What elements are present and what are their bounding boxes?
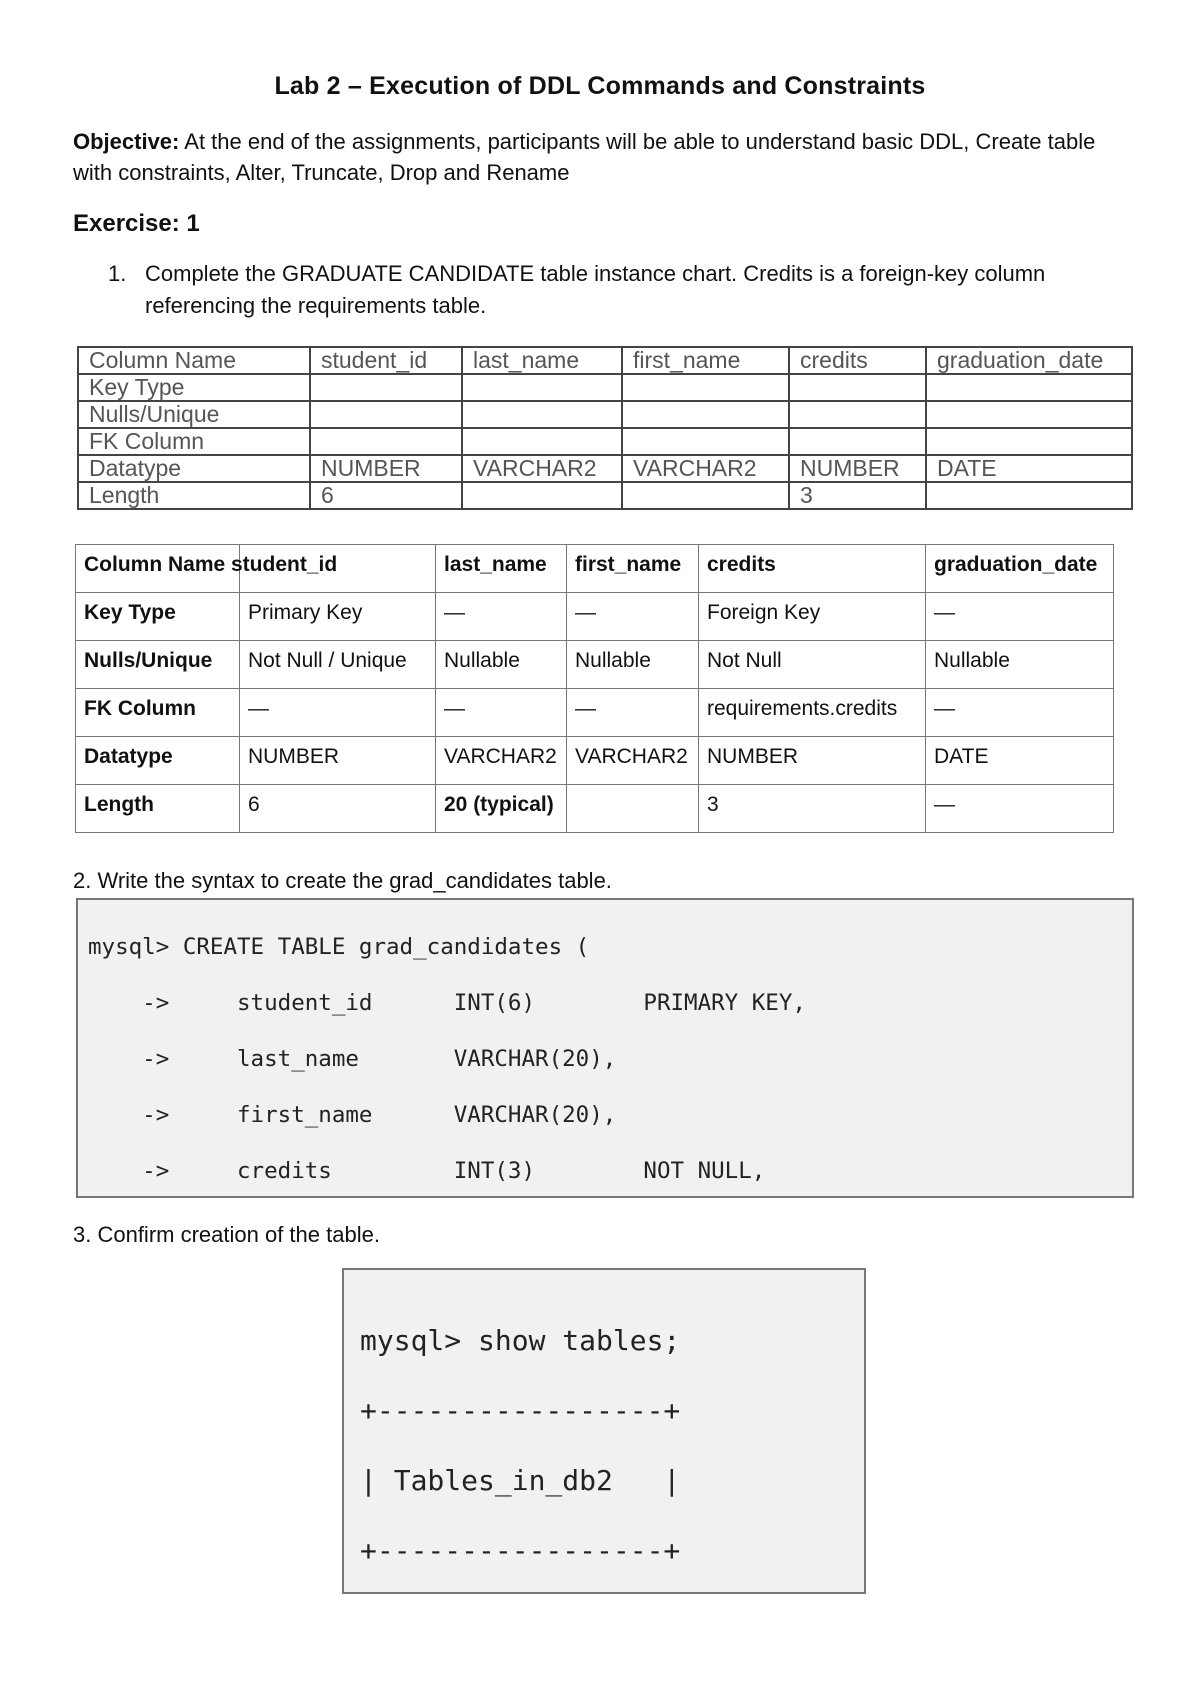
table-cell — [926, 482, 1132, 509]
table-row — [78, 374, 1132, 401]
table-row — [76, 545, 1114, 593]
table-cell — [462, 401, 622, 428]
table-cell: last_name — [462, 347, 622, 374]
table-cell: Nullable — [436, 641, 567, 689]
table-cell: — — [926, 689, 1114, 737]
table-row — [76, 737, 1114, 785]
table-row — [78, 482, 1132, 509]
table-cell: requirements.credits — [699, 689, 926, 737]
table-cell: student_id — [310, 347, 462, 374]
page-title: Lab 2 – Execution of DDL Commands and Constraints — [274, 72, 926, 100]
code-line: +-----------------+ — [360, 1394, 681, 1427]
table-row — [78, 455, 1132, 482]
table-cell: Primary Key — [240, 593, 436, 641]
table-cell: Not Null / Unique — [240, 641, 436, 689]
table-cell: Column Name — [76, 545, 240, 593]
code-line: | Tables_in_db2 | — [360, 1464, 681, 1497]
table-cell: — — [926, 785, 1114, 833]
table-cell: Column Name — [78, 347, 310, 374]
table-cell — [789, 374, 926, 401]
table-cell: Not Null — [699, 641, 926, 689]
table-cell: — — [567, 593, 699, 641]
table-cell — [622, 374, 789, 401]
table-cell — [310, 374, 462, 401]
table-cell: Nullable — [567, 641, 699, 689]
instance-chart-completed — [75, 544, 1114, 833]
table-cell: Nullable — [926, 641, 1114, 689]
code-block-show-tables — [342, 1268, 866, 1594]
table-cell: 20 (typical) — [436, 785, 567, 833]
table-cell — [310, 401, 462, 428]
table-cell: VARCHAR2 — [622, 455, 789, 482]
table-cell — [622, 482, 789, 509]
instance-chart-blank — [77, 346, 1133, 510]
table-cell — [622, 401, 789, 428]
table-cell — [789, 428, 926, 455]
table-cell: — — [436, 593, 567, 641]
table-cell: FK Column — [78, 428, 310, 455]
table-cell: — — [240, 689, 436, 737]
table-row — [76, 785, 1114, 833]
table-cell: first_name — [567, 545, 699, 593]
table-cell: Datatype — [78, 455, 310, 482]
table-cell: NUMBER — [310, 455, 462, 482]
question-1-number: 1. — [108, 261, 127, 286]
table-row — [76, 593, 1114, 641]
code-line: -> last_name VARCHAR(20), — [88, 1046, 617, 1072]
table-cell — [622, 428, 789, 455]
table-cell: graduation_date — [926, 545, 1114, 593]
table-cell — [567, 785, 699, 833]
objective-label: Objective: — [73, 129, 180, 154]
table-cell — [926, 374, 1132, 401]
table-row — [76, 689, 1114, 737]
code-line: -> first_name VARCHAR(20), — [88, 1102, 617, 1128]
code-line: mysql> show tables; — [360, 1324, 681, 1357]
table-cell: credits — [699, 545, 926, 593]
code-line: -> student_id INT(6) PRIMARY KEY, — [88, 990, 806, 1016]
table-cell: DATE — [926, 455, 1132, 482]
exercise-heading: Exercise: 1 — [73, 210, 200, 237]
table-cell: Length — [78, 482, 310, 509]
table-cell: credits — [789, 347, 926, 374]
table-cell: Key Type — [78, 374, 310, 401]
table-cell: — — [567, 689, 699, 737]
table-cell: 6 — [310, 482, 462, 509]
table-cell — [310, 428, 462, 455]
table-cell — [462, 482, 622, 509]
table-cell: Nulls/Unique — [76, 641, 240, 689]
table-cell: Length — [76, 785, 240, 833]
table-cell: FK Column — [76, 689, 240, 737]
table-cell: — — [436, 689, 567, 737]
table-cell: 3 — [789, 482, 926, 509]
question-1-text: Complete the GRADUATE CANDIDATE table instance chart. Credits is a foreign-key column referencing the requirements table. — [145, 261, 1046, 318]
table-cell: DATE — [926, 737, 1114, 785]
table-cell: VARCHAR2 — [436, 737, 567, 785]
code-line: -> credits INT(3) NOT NULL, — [88, 1158, 766, 1184]
table-cell: student_id — [240, 545, 436, 593]
table-cell — [462, 374, 622, 401]
table-row — [78, 347, 1132, 374]
table-cell: Nulls/Unique — [78, 401, 310, 428]
table-cell: VARCHAR2 — [462, 455, 622, 482]
question-2: 2. Write the syntax to create the grad_candidates table. — [73, 868, 612, 893]
table-cell: VARCHAR2 — [567, 737, 699, 785]
objective-text: At the end of the assignments, participants will be able to understand basic DDL, Create table with constraints, Alter, Truncate, Drop and Rename — [73, 129, 1096, 185]
table-cell: last_name — [436, 545, 567, 593]
table-cell: 3 — [699, 785, 926, 833]
table-row — [78, 401, 1132, 428]
table-cell: graduation_date — [926, 347, 1132, 374]
code-line: +-----------------+ — [360, 1534, 681, 1567]
table-cell — [789, 401, 926, 428]
table-cell — [926, 401, 1132, 428]
table-row — [78, 428, 1132, 455]
question-3: 3. Confirm creation of the table. — [73, 1222, 380, 1247]
code-block-create-table — [76, 898, 1134, 1198]
table-row — [76, 641, 1114, 689]
objective-paragraph — [73, 126, 1133, 188]
table-cell: 6 — [240, 785, 436, 833]
table-cell: Foreign Key — [699, 593, 926, 641]
table-cell: first_name — [622, 347, 789, 374]
table-cell: Key Type — [76, 593, 240, 641]
table-cell — [926, 428, 1132, 455]
table-cell: Datatype — [76, 737, 240, 785]
table-cell: NUMBER — [699, 737, 926, 785]
table-cell: NUMBER — [240, 737, 436, 785]
table-cell: NUMBER — [789, 455, 926, 482]
table-cell — [462, 428, 622, 455]
table-cell: — — [926, 593, 1114, 641]
code-line: mysql> CREATE TABLE grad_candidates ( — [88, 934, 590, 960]
